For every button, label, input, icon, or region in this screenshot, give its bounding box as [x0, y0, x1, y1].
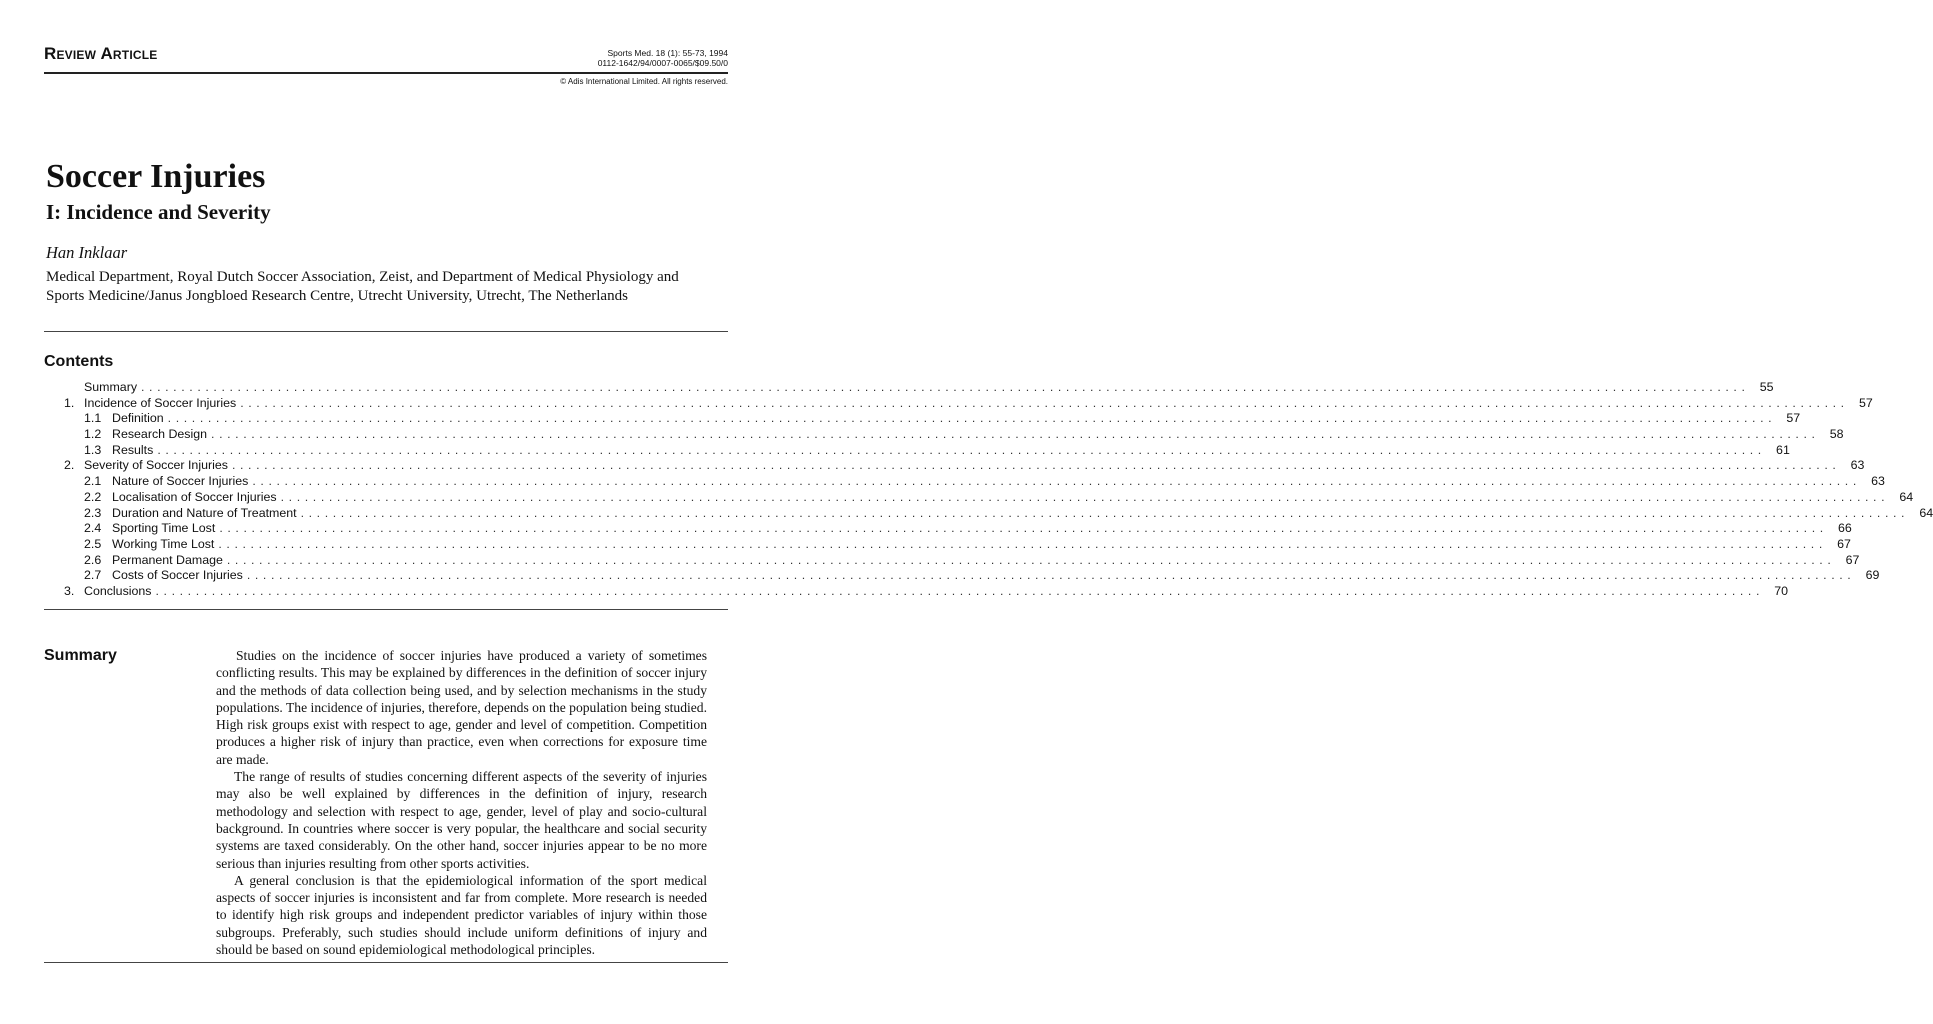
- toc-entry-title: Severity of Soccer Injuries: [84, 458, 228, 473]
- toc-dot-leader: ........................................................................................................................................................................................................: [252, 474, 1861, 489]
- affiliation-rule: [44, 331, 728, 332]
- toc-entry-page: 61: [1776, 442, 1790, 457]
- toc-entry-number: 1.3: [84, 442, 102, 457]
- toc-entry-title: Results: [112, 442, 154, 457]
- toc-dot-leader: ........................................................................................................................................................................................................: [240, 395, 1849, 410]
- section-label: Review Article: [44, 44, 158, 63]
- toc-entry-number: 2.6: [84, 552, 102, 567]
- toc-dot-leader: ........................................................................................................................................................................................................: [226, 552, 1836, 567]
- toc-entry: [64, 474, 1885, 490]
- toc-entry: [64, 411, 1801, 427]
- toc-entry-number: 3.: [64, 583, 75, 598]
- toc-entry-title: Costs of Soccer Injuries: [112, 568, 243, 583]
- summary-rule: [44, 962, 728, 963]
- summary-paragraph: The range of results of studies concerning different aspects of the severity of injuries may also be well explained by differences in the definition of injury, research methodology and selection with respect to age, gender, level of play and socio-cultural background. In countries where soccer is very popular, the healthcare and social security systems are taxed considerably. On the other hand, soccer injuries appear to be no more serious than injuries resulting from other sports activities.: [216, 769, 707, 871]
- toc-entry: [64, 521, 1852, 537]
- toc-entry-number: 2.2: [84, 489, 102, 504]
- journal-citation: [598, 48, 728, 68]
- journal-citation-line: Sports Med. 18 (1): 55-73, 1994: [607, 48, 728, 58]
- author-affiliation: Medical Department, Royal Dutch Soccer Association, Zeist, and Department of Medical Physiology and Sports Medicine/Janus Jongbloed Research Centre, Utrecht University, Utrecht, The Netherlands: [46, 269, 679, 304]
- toc-entry-title: Research Design: [112, 427, 208, 442]
- toc-entry-page: 57: [1786, 411, 1801, 426]
- toc-entry-title: Working Time Lost: [112, 536, 215, 551]
- toc-entry-title: Definition: [112, 411, 164, 426]
- toc-entry: [64, 395, 1873, 412]
- contents-heading: Contents: [44, 353, 114, 370]
- toc-entry-number: 2.7: [84, 568, 102, 583]
- toc-entry: [64, 427, 1844, 443]
- copyright-notice: © Adis International Limited. All rights reserved.: [560, 77, 728, 86]
- toc-entry-page: 64: [1919, 505, 1933, 520]
- toc-dot-leader: ........................................................................................................................................................................................................: [231, 458, 1841, 473]
- toc-entry-page: 63: [1871, 474, 1885, 489]
- toc-entry-page: 70: [1774, 583, 1789, 598]
- toc-entry-page: 64: [1899, 489, 1914, 504]
- toc-entry-page: 63: [1850, 458, 1865, 473]
- toc-dot-leader: ........................................................................................................................................................................................................: [218, 536, 1827, 551]
- summary-paragraph: A general conclusion is that the epidemiological information of the sport medical aspects of soccer injuries is inconsistent and far from complete. More research is needed to identify high risk groups and independent predictor variables of injury within those subgroups. Preferably, such studies should include uniform definitions of injury and should be based on sound epidemiological methodological principles.: [216, 872, 707, 958]
- toc-entry-number: 2.: [64, 458, 75, 473]
- toc-entry-title: Duration and Nature of Treatment: [112, 505, 297, 520]
- toc-entry-title: Localisation of Soccer Injuries: [112, 489, 277, 504]
- toc-entry-page: 57: [1858, 395, 1873, 410]
- toc-dot-leader: ........................................................................................................................................................................................................: [141, 380, 1750, 394]
- toc-entry: [64, 458, 1865, 474]
- toc-entry-title: Nature of Soccer Injuries: [112, 474, 249, 489]
- toc-entry-page: 69: [1865, 568, 1880, 583]
- toc-dot-leader: ........................................................................................................................................................................................................: [280, 489, 1890, 504]
- toc-entry: [64, 552, 1860, 569]
- toc-entry: [64, 442, 1790, 459]
- toc-entry-number: 2.1: [84, 474, 102, 489]
- toc-entry-number: 2.3: [84, 505, 102, 520]
- toc-dot-leader: ........................................................................................................................................................................................................: [155, 583, 1765, 598]
- toc-dot-leader: ........................................................................................................................................................................................................: [167, 411, 1777, 426]
- header-rule: [44, 72, 728, 74]
- toc-entry: [64, 489, 1914, 506]
- toc-entry-number: 1.: [64, 395, 75, 410]
- toc-entry: [64, 568, 1880, 584]
- toc-entry-title: Incidence of Soccer Injuries: [84, 395, 237, 410]
- toc-entry-title: Conclusions: [84, 583, 152, 598]
- author-name: Han Inklaar: [46, 243, 128, 262]
- toc-entry-page: 67: [1837, 536, 1851, 551]
- table-of-contents: [64, 380, 1933, 600]
- toc-entry-number: 1.2: [84, 427, 102, 442]
- toc-entry-page: 67: [1845, 552, 1860, 567]
- summary-heading: Summary: [44, 647, 117, 664]
- toc-dot-leader: ........................................................................................................................................................................................................: [219, 521, 1828, 536]
- toc-dot-leader: ........................................................................................................................................................................................................: [246, 568, 1856, 583]
- toc-entry: [64, 536, 1851, 553]
- article-title: Soccer Injuries: [46, 158, 266, 195]
- toc-entry-number: 1.1: [84, 411, 102, 426]
- toc-entry-title: Summary: [84, 380, 138, 394]
- toc-entry: [64, 505, 1933, 522]
- toc-entry-title: Sporting Time Lost: [112, 521, 216, 536]
- toc-entry-page: 55: [1759, 380, 1774, 394]
- article-subtitle: I: Incidence and Severity: [46, 200, 271, 224]
- toc-entry: [64, 380, 1774, 396]
- toc-dot-leader: ........................................................................................................................................................................................................: [300, 505, 1910, 520]
- toc-entry-number: 2.4: [84, 521, 102, 536]
- toc-entry-page: 66: [1838, 521, 1852, 536]
- toc-dot-leader: ........................................................................................................................................................................................................: [157, 442, 1766, 457]
- toc-entry: [64, 583, 1789, 600]
- summary-paragraph: Studies on the incidence of soccer injuries have produced a variety of sometimes conflicting results. This may be explained by differences in the definition of soccer injury and the methods of data collection being used, and by selection mechanisms in the study populations. The incidence of injuries, therefore, depends on the population being studied. High risk groups exist with respect to age, gender and level of competition. Competition produces a higher risk of injury than practice, even when corrections for exposure time are made.: [216, 648, 707, 767]
- summary-body: [216, 647, 707, 958]
- toc-entry-page: 58: [1829, 427, 1844, 442]
- toc-entry-title: Permanent Damage: [112, 552, 223, 567]
- toc-dot-leader: ........................................................................................................................................................................................................: [211, 427, 1820, 442]
- toc-entry-number: 2.5: [84, 536, 102, 551]
- contents-rule: [44, 609, 728, 610]
- journal-issn-line: 0112-1642/94/0007-0065/$09.50/0: [597, 58, 728, 68]
- toc-entry-number: [64, 380, 84, 396]
